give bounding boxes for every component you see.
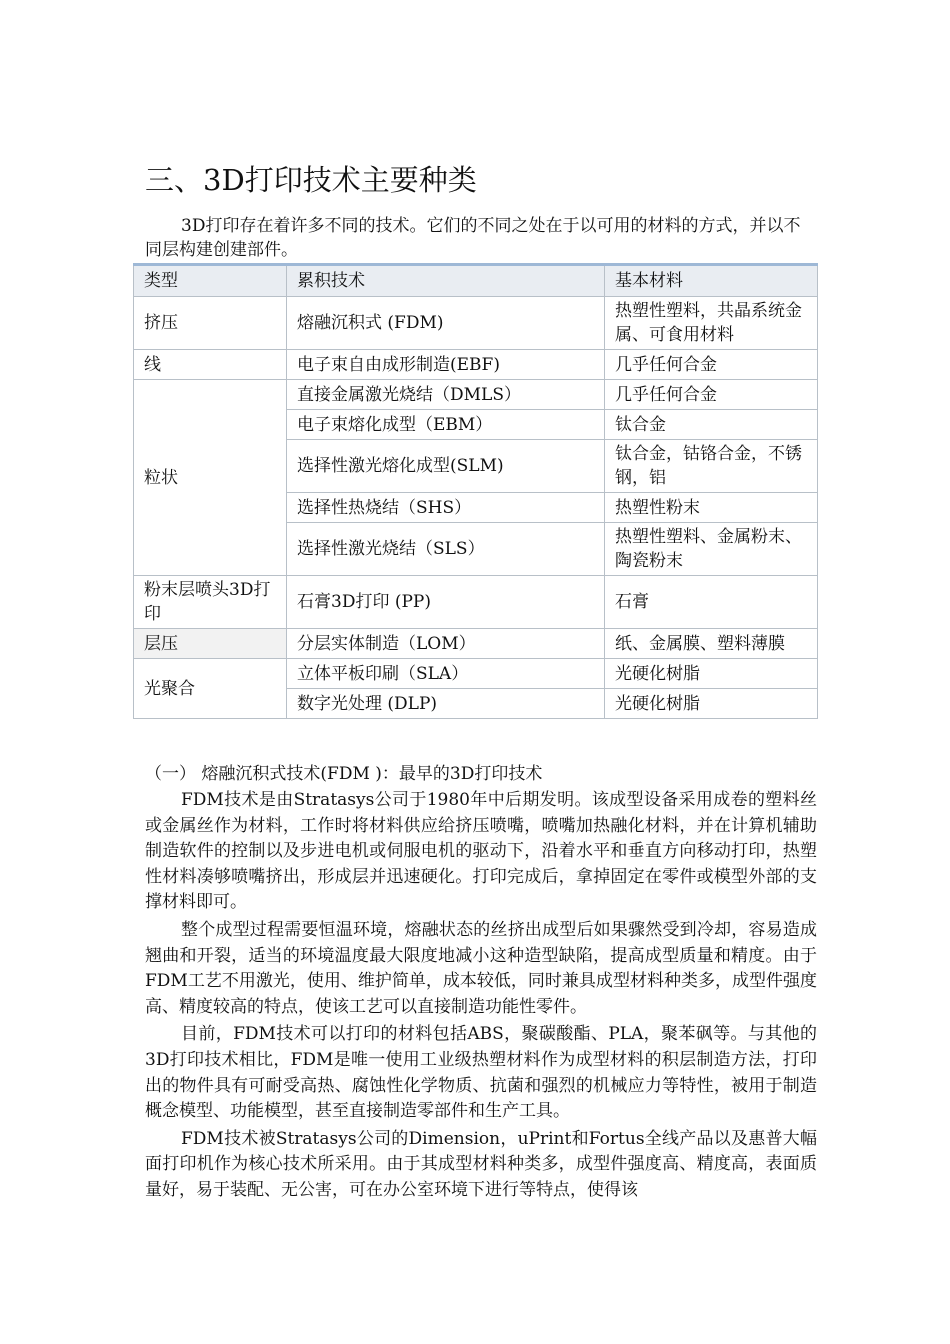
- type-cell: 线: [134, 350, 287, 380]
- material-cell: 几乎任何合金: [605, 380, 818, 410]
- header-technology: 累积技术: [287, 265, 605, 297]
- material-cell: 钛合金: [605, 410, 818, 440]
- intro-paragraph: 3D打印存在着许多不同的技术。它们的不同之处在于以可用的材料的方式，并以不同层构建创建部件。: [145, 216, 801, 260]
- page-title: 三、3D打印技术主要种类: [145, 163, 477, 197]
- table-header-row: [134, 265, 818, 297]
- technology-types-table: [133, 263, 818, 719]
- material-cell: 几乎任何合金: [605, 350, 818, 380]
- header-type: 类型: [134, 265, 287, 297]
- section-body: [145, 788, 817, 1206]
- technology-cell: 选择性激光熔化成型(SLM): [287, 440, 605, 493]
- body-paragraph: FDM技术是由Stratasys公司于1980年中后期发明。该成型设备采用成卷的塑料丝或金属丝作为材料，工作时将材料供应给挤压喷嘴，喷嘴加热融化材料，并在计算机辅助制造软件的控制以及步进电机或伺服电机的驱动下，沿着水平和垂直方向移动打印，热塑性材料凑够喷嘴挤出，形成层并迅速硬化。打印完成后，拿掉固定在零件或模型外部的支撑材料即可。: [145, 790, 817, 913]
- technology-cell: 熔融沉积式 (FDM): [287, 297, 605, 350]
- type-cell: 挤压: [134, 297, 287, 350]
- technology-cell: 选择性热烧结（SHS）: [287, 493, 605, 523]
- table-row: [134, 297, 818, 350]
- material-cell: 热塑性塑料、金属粉末、陶瓷粉末: [605, 523, 818, 576]
- body-paragraph: FDM技术被Stratasys公司的Dimension，uPrint和Fortus全线产品以及惠普大幅面打印机作为核心技术所采用。由于其成型材料种类多，成型件强度高、精度高，表面质量好，易于装配、无公害，可在办公室环境下进行等特点，使得该: [145, 1128, 817, 1200]
- body-paragraph: 整个成型过程需要恒温环境，熔融状态的丝挤出成型后如果骤然受到冷却，容易造成翘曲和开裂，适当的环境温度最大限度地减小这种造型缺陷，提高成型质量和精度。由于FDM工艺不用激光，使用、维护简单，成本较低，同时兼具成型材料种类多，成型件强度高、精度较高的特点，使该工艺可以直接制造功能性零件。: [145, 919, 817, 1017]
- section-heading: （一） 熔融沉积式技术(FDM )：最早的3D打印技术: [145, 764, 543, 784]
- material-cell: 热塑性粉末: [605, 493, 818, 523]
- technology-cell: 电子束自由成形制造(EBF): [287, 350, 605, 380]
- technology-cell: 数字光处理 (DLP): [287, 689, 605, 719]
- material-cell: 热塑性塑料，共晶系统金属、可食用材料: [605, 297, 818, 350]
- technology-cell: 电子束熔化成型（EBM）: [287, 410, 605, 440]
- material-cell: 光硬化树脂: [605, 689, 818, 719]
- body-paragraph: 目前，FDM技术可以打印的材料包括ABS，聚碳酸酯、PLA，聚苯砜等。与其他的3D打印技术相比，FDM是唯一使用工业级热塑材料作为成型材料的积层制造方法，打印出的物件具有可耐受高热、腐蚀性化学物质、抗菌和强烈的机械应力等特性，被用于制造概念模型、功能模型，甚至直接制造零部件和生产工具。: [145, 1024, 817, 1122]
- type-cell: 光聚合: [134, 659, 287, 719]
- type-cell: 粉末层喷头3D打印: [134, 576, 287, 629]
- technology-cell: 立体平板印刷（SLA）: [287, 659, 605, 689]
- material-cell: 钛合金，钴铬合金，不锈钢，铝: [605, 440, 818, 493]
- material-cell: 石膏: [605, 576, 818, 629]
- technology-cell: 分层实体制造（LOM）: [287, 629, 605, 659]
- technology-cell: 直接金属激光烧结（DMLS）: [287, 380, 605, 410]
- technology-cell: 选择性激光烧结（SLS）: [287, 523, 605, 576]
- type-cell: 层压: [134, 629, 287, 659]
- type-cell: 粒状: [134, 380, 287, 576]
- table-row: [134, 629, 818, 659]
- material-cell: 纸、金属膜、塑料薄膜: [605, 629, 818, 659]
- header-material: 基本材料: [605, 265, 818, 297]
- table-row: [134, 576, 818, 629]
- technology-cell: 石膏3D打印 (PP): [287, 576, 605, 629]
- table-row: [134, 380, 818, 410]
- table-row: [134, 659, 818, 689]
- material-cell: 光硬化树脂: [605, 659, 818, 689]
- table-row: [134, 350, 818, 380]
